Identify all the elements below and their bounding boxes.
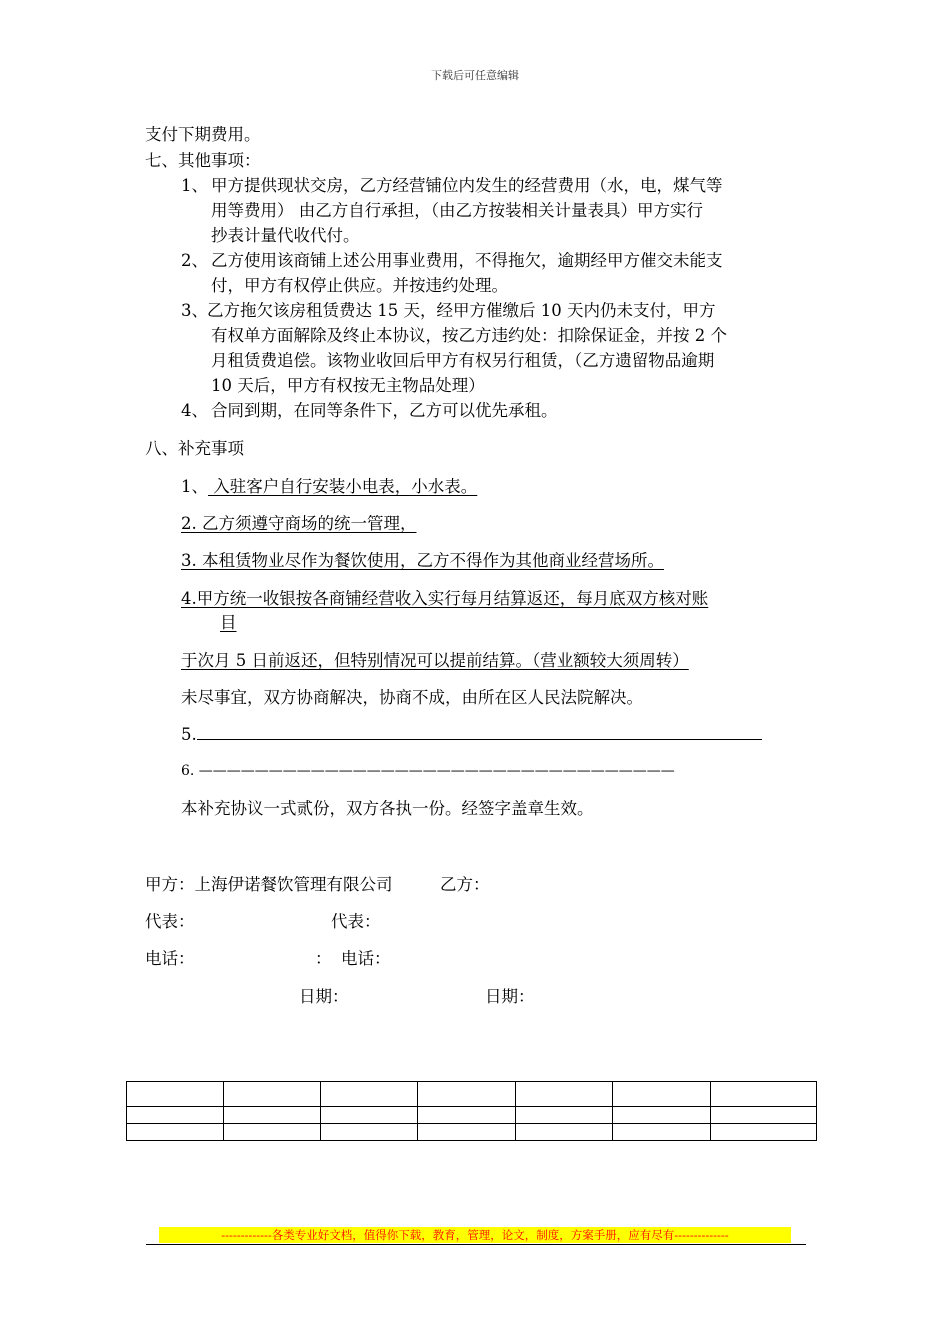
table-cell	[321, 1107, 418, 1124]
table-cell	[127, 1124, 224, 1141]
section8-item2: 2. 乙方须遵守商场的统一管理，	[181, 514, 417, 533]
table-cell	[127, 1082, 224, 1107]
section7-item4-line1: 合同到期，在同等条件下，乙方可以优先承租。	[211, 401, 558, 420]
table-row	[127, 1124, 817, 1141]
table-cell	[127, 1107, 224, 1124]
table-row	[127, 1082, 817, 1107]
section7-item4-num: 4、	[181, 401, 208, 420]
table-cell	[321, 1082, 418, 1107]
table-cell	[224, 1082, 321, 1107]
footer-banner: -------------各类专业好文档，值得你下载，教育，管理，论文，制度，方案手册，应有尽有--------------	[159, 1227, 791, 1243]
section7-item3-line3: 月租赁费追偿。该物业收回后甲方有权另行租赁，（乙方遗留物品逾期	[211, 351, 715, 370]
rep-a: 代表：	[145, 912, 195, 931]
section8-copies: 本补充协议一式贰份，双方各执一份。经签字盖章生效。	[181, 799, 594, 818]
section7-item2-line1: 乙方使用该商铺上述公用事业费用，不得拖欠，逾期经甲方催交未能支	[211, 251, 723, 270]
section8-item4-line2: 于次月 5 日前返还，但特别情况可以提前结算。（营业额较大须周转）	[181, 651, 689, 670]
table-cell	[418, 1124, 516, 1141]
section8-item5	[181, 722, 762, 747]
tel-a: 电话：	[145, 949, 195, 968]
section8-item6: 6. ——————————————————————————————————	[181, 763, 675, 779]
party-a: 甲方：上海伊诺餐饮管理有限公司	[145, 875, 393, 894]
section8-item5-blank	[197, 725, 762, 740]
section8-dispute: 未尽事宜，双方协商解决，协商不成，由所在区人民法院解决。	[181, 688, 643, 707]
page-header: 下载后可任意编辑	[431, 69, 519, 82]
table-cell	[516, 1107, 613, 1124]
date-a: 日期：	[299, 987, 349, 1006]
section7-item1-num: 1、	[181, 176, 208, 195]
intro-line: 支付下期费用。	[145, 125, 261, 144]
section8-item1-text: 入驻客户自行安装小电表，小水表。	[208, 477, 478, 496]
section7-title: 七、其他事项：	[145, 151, 261, 170]
section7-item2-line2: 付，甲方有权停止供应。并按违约处理。	[211, 276, 508, 295]
section7-item1-line1: 甲方提供现状交房，乙方经营铺位内发生的经营费用（水，电，煤气等	[211, 176, 723, 195]
section7-item2-num: 2、	[181, 251, 208, 270]
table-row	[127, 1107, 817, 1124]
section7-item1-line2: 用等费用） 由乙方自行承担，（由乙方按装相关计量表具）甲方实行	[211, 201, 703, 220]
section8-item5-num: 5.	[181, 725, 197, 744]
table-cell	[516, 1082, 613, 1107]
section8-title: 八、补充事项	[145, 439, 244, 458]
section7-item1-line3: 抄表计量代收代付。	[211, 226, 360, 245]
section8-item1	[181, 474, 547, 499]
table-cell	[613, 1107, 711, 1124]
empty-grid-table	[126, 1081, 817, 1141]
table-cell	[224, 1107, 321, 1124]
section8-item4-line1: 4.甲方统一收银按各商铺经营收入实行每月结算返还，每月底双方核对账	[181, 589, 709, 608]
section8-item1-num: 1、	[181, 477, 208, 496]
table-cell	[224, 1124, 321, 1141]
table-cell	[711, 1124, 817, 1141]
footer-divider	[146, 1244, 806, 1245]
party-b: 乙方：	[440, 875, 490, 894]
table-cell	[321, 1124, 418, 1141]
tel-b: 电话：	[341, 949, 391, 968]
section8-item4-line1b: 目	[220, 613, 237, 632]
rep-b: 代表：	[331, 912, 381, 931]
section7-item3-line1: 乙方拖欠该房租赁费达 15 天，经甲方催缴后 10 天内仍未支付，甲方	[207, 301, 716, 320]
table-cell	[613, 1124, 711, 1141]
date-b: 日期：	[485, 987, 535, 1006]
table-cell	[711, 1082, 817, 1107]
section7-item3-line2: 有权单方面解除及终止本协议，按乙方违约处：扣除保证金，并按 2 个	[211, 326, 727, 345]
table-cell	[418, 1082, 516, 1107]
section7-item3-num: 3、	[181, 301, 208, 320]
section7-item3-line4: 10 天后，甲方有权按无主物品处理）	[211, 376, 485, 395]
table-cell	[516, 1124, 613, 1141]
table-cell	[418, 1107, 516, 1124]
table-cell	[711, 1107, 817, 1124]
tel-colon: ：	[315, 949, 332, 968]
section8-item3: 3. 本租赁物业尽作为餐饮使用，乙方不得作为其他商业经营场所。	[181, 551, 664, 570]
table-cell	[613, 1082, 711, 1107]
